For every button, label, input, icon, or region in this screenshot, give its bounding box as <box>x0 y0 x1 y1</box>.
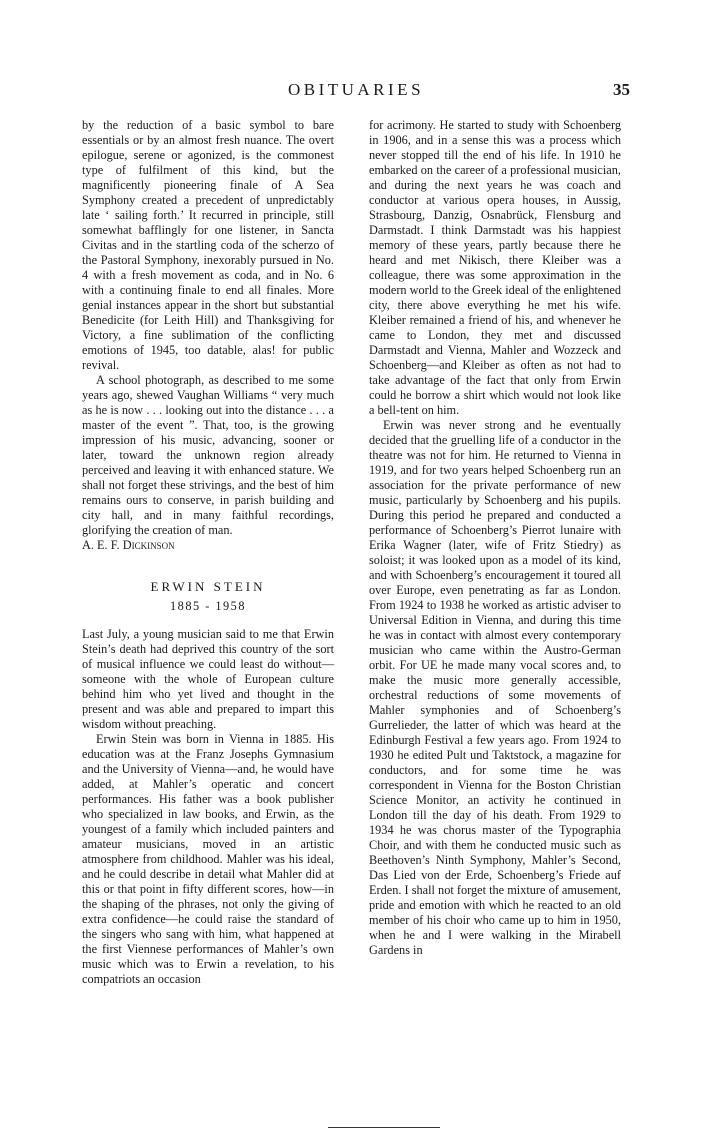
paragraph: Last July, a young musician said to me that Erwin Stein’s death had deprived this country of the sort of musical influence we could least do without—someone with the whole of European culture behind him who yet lived and thought in the present and was able and prepared to impart this wisdom without preaching. <box>82 627 334 731</box>
author-signature: A. E. F. Dickinson <box>82 538 175 552</box>
page-number: 35 <box>613 80 630 99</box>
paragraph: by the reduction of a basic symbol to bare essentials or by an almost fresh nuance. The overt epilogue, serene or agonized, is the commonest type of fulfilment of this kind, but the magnificently pioneering finale of A Sea Symphony created a precedent of unpredictably late ‘ sailing forth.’ It recurred in principle, still somewhat bafflingly for one listener, in Sancta Civitas and in the startling coda of the scherzo of the Pastoral Symphony, inexorably pursued in No. 4 with a fresh movement as coda, and in No. 6 with a continuing finale to end all finales. More genial instances appear in the short but substantial Benedicite (for Leith Hill) and Thanksgiving for Victory, a fine sublimation of the conflicting emotions of 1945, too datable, alas! for public revival. <box>82 118 334 372</box>
paragraph: for acrimony. He started to study with Schoenberg in 1906, and in a sense this was a process which never stopped till the end of his life. In 1910 he embarked on the career of a professional musician, and during the next years he was coach and conductor at various opera houses, in Aussig, Strasbourg, Danzig, Osnabrück, Flensburg and Darmstadt. I think Darmstadt was his happiest memory of these years, partly because there he heard and met Nikisch, there Kleiber was a colleague, there was some approximation in the modern world to the Greek ideal of the enlightened city, there above everything he met his wife. Kleiber remained a friend of his, and whenever he came to London, they met and discussed Darmstadt and Vienna, Mahler and Wozzeck and Schoenberg—and Kleiber as often as not had to take advantage of the fact that only from Erwin could he borrow a shirt which would not look like a bell-tent on him. <box>369 118 622 417</box>
left-column <box>82 118 334 987</box>
paragraph: A school photograph, as described to me some years ago, shewed Vaughan Williams “ very much as he is now . . . looking out into the distance . . . a master of the event ”. That, too, is the growing impression of his music, advancing, sooner or later, toward the unknown region already perceived and leaving it with enhanced stature. We shall not forget these strivings, and the best of him remains ours to conserve, in parish building and city hall, and in many faithful recordings, glorifying the creation of man. <box>82 373 334 537</box>
obituary-heading: ERWIN STEIN <box>150 579 266 594</box>
right-column <box>369 118 621 958</box>
paragraph: Erwin Stein was born in Vienna in 1885. His education was at the Franz Josephs Gymnasium and the University of Vienna—and, he would have added, at Mahler’s operatic and concert performances. His father was a book publisher who specialized in law books, and Erwin, as the youngest of a family which included painters and amateur musicians, moved in an artistic atmosphere from childhood. Mahler was his ideal, and he could describe in detail what Mahler did at this or that point in fifty different scores, how—in the shaping of the phrases, not only the giving of extra confidence—he could raise the standard of the singers who sang with him, what happened at the first Viennese performances of Mahler’s own music which was to Erwin a revelation, to his compatriots an occasion <box>82 732 334 986</box>
obituary-dates: 1885 - 1958 <box>170 599 246 613</box>
running-head: OBITUARIES <box>287 80 425 99</box>
paragraph: Erwin was never strong and he eventually decided that the gruelling life of a conductor in the theatre was not for him. He returned to Vienna in 1919, and for two years helped Schoenberg run an association for the private performance of new music, particularly by Schoenberg and his pupils. During this period he prepared and conducted a performance of Schoenberg’s Pierrot lunaire with Erika Wagner (later, wife of Fritz Stiedry) as soloist; it was looked upon as a model of its kind, and with Schoenberg’s encouragement it toured all over Europe, even penetrating as far as London. From 1924 to 1938 he worked as artistic adviser to Universal Edition in Vienna, and during this time he was in contact with almost every contemporary musician who came within the Austro-German orbit. For UE he made many vocal scores and, to make the music more generally accessible, orchestral reductions of some movements of Mahler symphonies and of Schoenberg’s Gurrelieder, the latter of which was heard at the Edinburgh Festival a few years ago. From 1924 to 1930 he edited Pult und Taktstock, a magazine for conductors, and for some time he was correspondent in Vienna for the Boston Christian Science Monitor, an activity he continued in London till the day of his death. From 1929 to 1934 he was chorus master of the Typographia Choir, and with them he conducted music such as Beethoven’s Ninth Symphony, Mahler’s Second, Das Lied von der Erde, Schoenberg’s Friede auf Erden. I shall not forget the mixture of amusement, pride and emotion with which he reacted to an old member of his choir who came up to him in 1950, when he and I were walking in the Mirabell Gardens in <box>369 418 621 957</box>
footer-rule <box>328 1127 440 1128</box>
page-header <box>82 80 630 102</box>
